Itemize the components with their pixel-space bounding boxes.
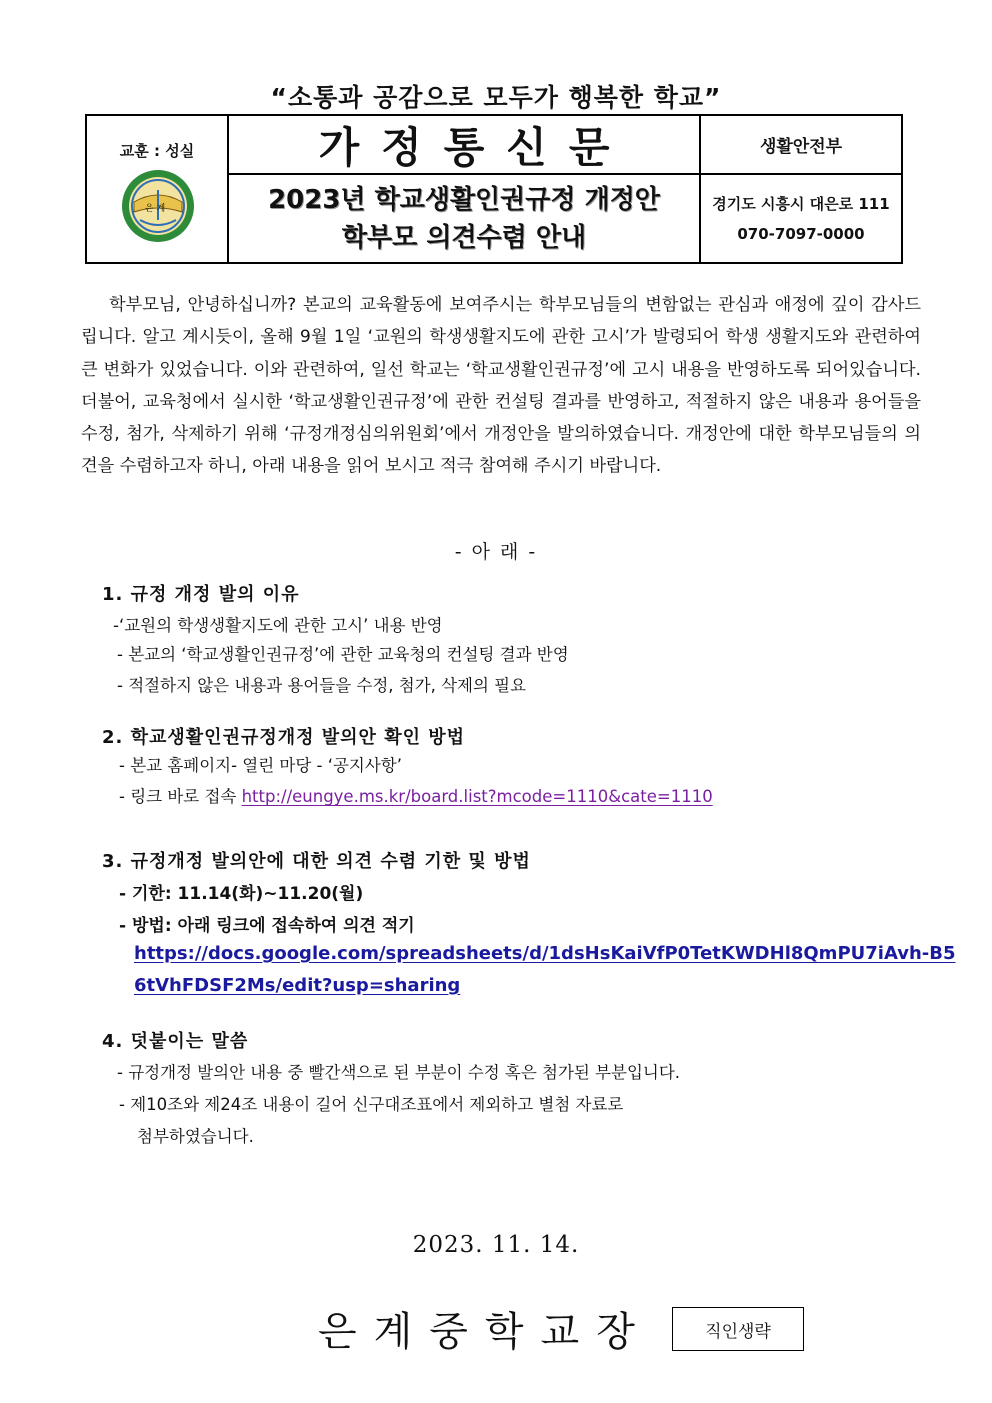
seal-box: 직인생략 bbox=[672, 1307, 804, 1351]
motto-cell bbox=[87, 116, 229, 262]
section-4-item-2: - 제10조와 제24조 내용이 길어 신구대조표에서 제외하고 별첨 자료로 bbox=[119, 1095, 624, 1114]
school-slogan: “소통과 공감으로 모두가 행복한 학교” bbox=[270, 83, 722, 112]
document-title: 가정통신문 bbox=[229, 116, 699, 175]
school-motto: 교훈 : 성실 bbox=[119, 142, 195, 160]
intro-paragraph: 학부모님, 안녕하십니까? 본교의 교육활동에 보여주시는 학부모님들의 변함없는 관심과 애정에 깊이 감사드립니다. 알고 계시듯이, 올해 9월 1일 ‘교원의 학생생활지도에 관한 고시’가 발령되어 학생 생활지도와 관련하여 큰 변화가 있었습니다. 이와 관련하여, 일선 학교는 ‘학교생활인권규정’에 고시 내용을 반영하도록 되어있습니다. 더불어, 교육청에서 실시한 ‘학교생활인권규정’에 관한 컨설팅 결과를 반영하고, 적절하지 않은 내용과 용어들을 수정, 첨가, 삭제하기 위해 ‘규정개정심의위원회’에서 개정안을 발의하였습니다. 개정안에 대한 학부모님들의 의견을 수렴하고자 하니, 아래 내용을 읽어 보시고 적극 참여해 주시기 바랍니다. bbox=[81, 295, 921, 477]
section-3-item-2: - 방법: 아래 링크에 접속하여 의견 적기 bbox=[119, 916, 415, 936]
section-2-heading: 2. 학교생활인권규정개정 발의안 확인 방법 bbox=[102, 727, 466, 748]
section-1-item-1: -‘교원의 학생생활지도에 관한 고시’ 내용 반영 bbox=[113, 616, 443, 635]
section-2-item-2 bbox=[119, 783, 713, 807]
subtitle-line-2: 학부모 의견수렴 안내 bbox=[341, 222, 587, 253]
survey-link-part-1[interactable]: https://docs.google.com/spreadsheets/d/1dsHsKaiVfP0TetKWDHl8QmPU7iAvh-B5 bbox=[134, 943, 956, 964]
section-1-item-3: - 적절하지 않은 내용과 용어들을 수정, 첨가, 삭제의 필요 bbox=[117, 676, 527, 695]
school-address: 경기도 시흥시 대은로 111 bbox=[712, 194, 890, 213]
section-4-heading: 4. 덧붙이는 말씀 bbox=[102, 1031, 249, 1052]
section-3-item-1: - 기한: 11.14(화)~11.20(월) bbox=[119, 884, 364, 904]
section-1-item-2: - 본교의 ‘학교생활인권규정’에 관한 교육청의 컨설팅 결과 반영 bbox=[117, 645, 569, 664]
info-cell bbox=[701, 116, 901, 262]
school-phone: 070-7097-0000 bbox=[737, 224, 865, 243]
department: 생활안전부 bbox=[701, 116, 901, 175]
issue-date: 2023. 11. 14. bbox=[412, 1232, 580, 1258]
emblem-text: 은 계 bbox=[145, 204, 166, 214]
principal-signature: 은계중학교장 bbox=[318, 1309, 652, 1355]
title-cell bbox=[229, 116, 701, 262]
school-emblem-icon bbox=[120, 168, 196, 244]
section-3-heading: 3. 규정개정 발의안에 대한 의견 수렴 기한 및 방법 bbox=[102, 851, 531, 872]
section-2-item-1: - 본교 홈페이지- 열린 마당 - ‘공지사항’ bbox=[119, 756, 402, 775]
document-subtitle bbox=[229, 175, 699, 262]
subtitle-line-1: 2023년 학교생활인권규정 개정안 bbox=[268, 184, 660, 215]
section-1-heading: 1. 규정 개정 발의 이유 bbox=[102, 584, 300, 605]
survey-link-part-2[interactable]: 6tVhFDSF2Ms/edit?usp=sharing bbox=[134, 975, 461, 996]
section-2-item-2-label: - 링크 바로 접속 bbox=[119, 787, 242, 806]
contact-info bbox=[701, 175, 901, 262]
survey-link-line-2[interactable] bbox=[134, 975, 460, 996]
survey-link-line-1[interactable] bbox=[134, 943, 956, 964]
section-4-item-1: - 규정개정 발의안 내용 중 빨간색으로 된 부분이 수정 혹은 첨가된 부분입니다. bbox=[117, 1063, 681, 1082]
section-4-item-3: 첨부하였습니다. bbox=[137, 1127, 254, 1146]
newsletter-header bbox=[85, 114, 903, 264]
notice-board-link[interactable]: http://eungye.ms.kr/board.list?mcode=1110&cate=1110 bbox=[241, 787, 713, 806]
section-divider-title: - 아 래 - bbox=[454, 541, 538, 563]
